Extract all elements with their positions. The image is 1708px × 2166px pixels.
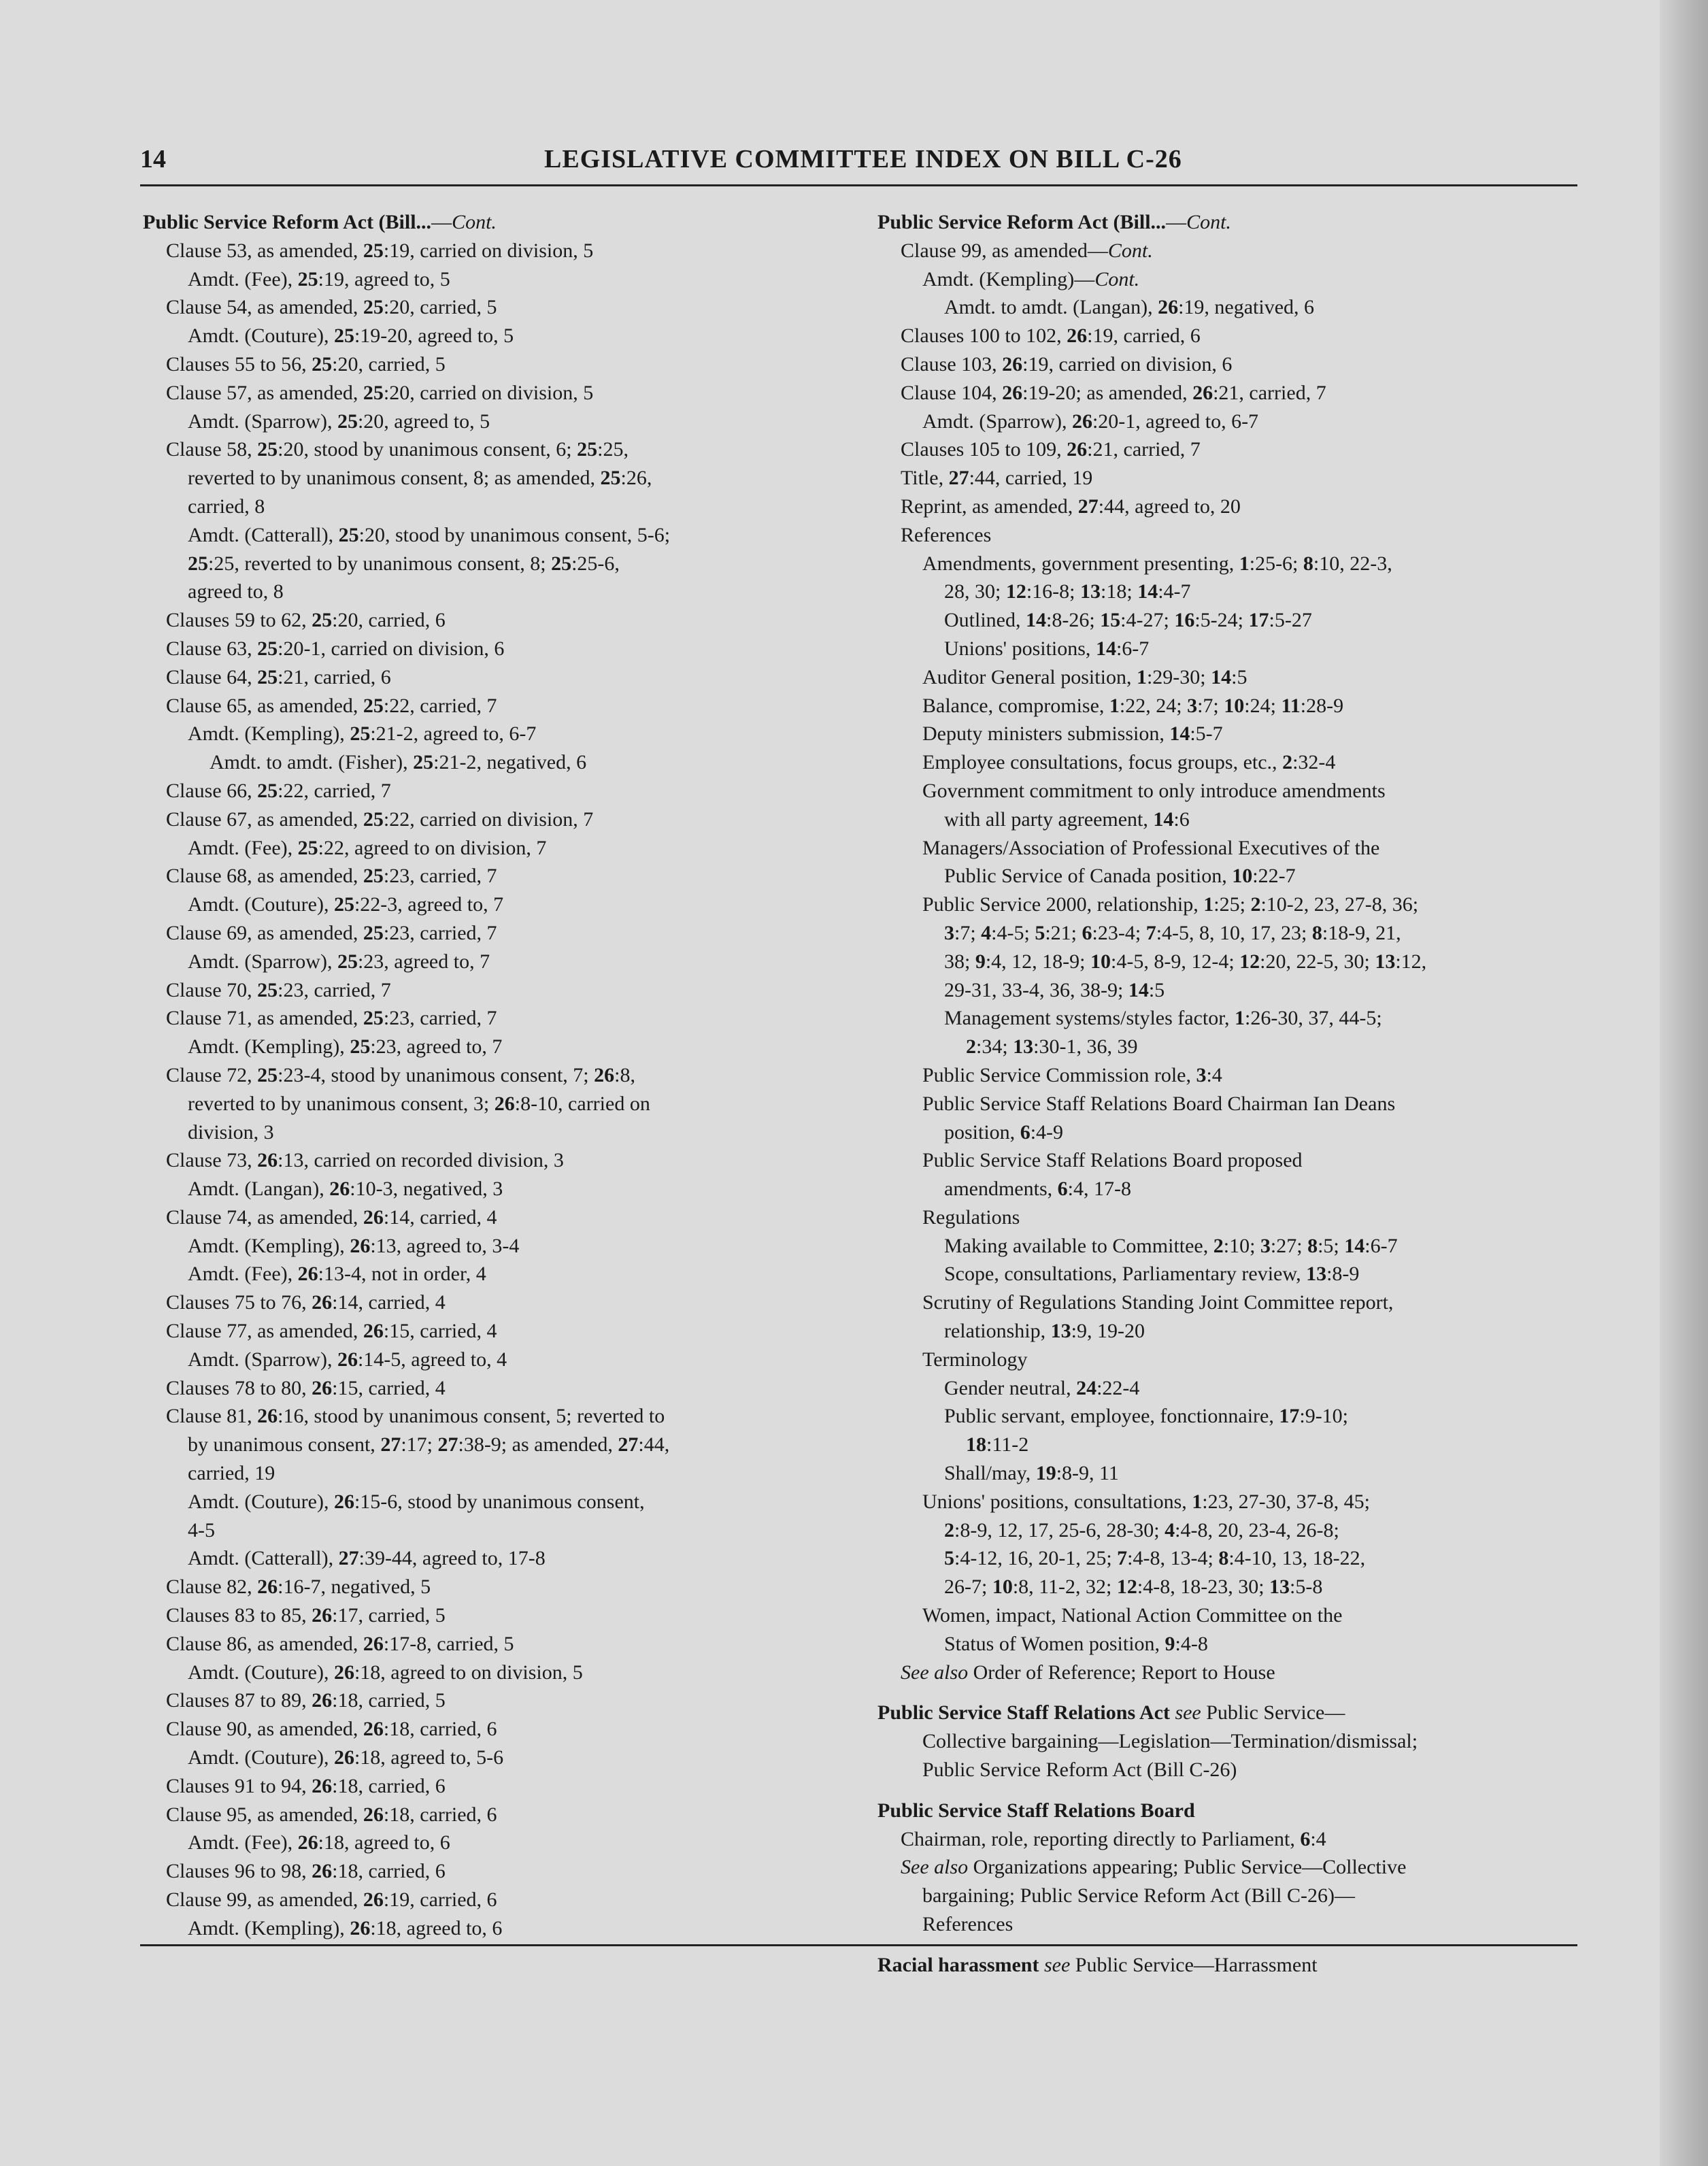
index-entry: with all party agreement, 14:6: [944, 807, 1190, 831]
index-entry: Amdt. (Fee), 25:22, agreed to on division, 7: [188, 836, 547, 859]
index-entry: Amdt. to amdt. (Langan), 26:19, negatived, 6: [944, 296, 1315, 319]
index-entry: Clause 54, as amended, 25:20, carried, 5: [166, 296, 497, 319]
index-entry: 2:8-9, 12, 17, 25-6, 28-30; 4:4-8, 20, 23-4, 26-8;: [944, 1518, 1339, 1542]
index-entry: reverted to by unanimous consent, 8; as amended, 25:26,: [188, 467, 652, 490]
index-entry: Public Service Staff Relations Board Chairman Ian Deans: [922, 1092, 1396, 1115]
index-entry: Clause 81, 26:16, stood by unanimous consent, 5; reverted to: [166, 1405, 665, 1428]
index-entry: Shall/may, 19:8-9, 11: [944, 1462, 1119, 1485]
index-entry: Clauses 78 to 80, 26:15, carried, 4: [166, 1376, 446, 1399]
index-entry: 4-5: [188, 1518, 215, 1542]
index-entry: Amdt. (Kempling), 26:18, agreed to, 6: [188, 1916, 503, 1939]
index-entry: Unions' positions, 14:6-7: [944, 637, 1150, 660]
index-entry: Amdt. (Couture), 25:22-3, agreed to, 7: [188, 893, 504, 916]
index-entry: Clause 70, 25:23, carried, 7: [166, 978, 391, 1001]
index-entry: Amdt. (Langan), 26:10-3, negatived, 3: [188, 1178, 503, 1201]
index-entry: 26-7; 10:8, 11-2, 32; 12:4-8, 18-23, 30; 13:5-8: [944, 1576, 1323, 1599]
index-entry: Auditor General position, 1:29-30; 14:5: [922, 665, 1247, 688]
index-entry: Clause 63, 25:20-1, carried on division, 6: [166, 637, 505, 660]
index-entry: Amdt. (Couture), 26:18, agreed to on division, 5: [188, 1661, 583, 1684]
index-entry: Clause 86, as amended, 26:17-8, carried, 5: [166, 1632, 514, 1655]
header-rule: [140, 184, 1577, 186]
index-heading: Public Service Staff Relations Board: [877, 1799, 1195, 1822]
index-entry: Clause 66, 25:22, carried, 7: [166, 779, 391, 802]
index-entry: Clause 68, as amended, 25:23, carried, 7: [166, 865, 497, 888]
index-entry: Clause 67, as amended, 25:22, carried on division, 7: [166, 807, 594, 831]
index-entry: Government commitment to only introduce amendments: [922, 779, 1386, 802]
index-entry: Amdt. (Sparrow), 26:14-5, agreed to, 4: [188, 1348, 507, 1371]
index-entry: Clause 95, as amended, 26:18, carried, 6: [166, 1803, 497, 1826]
index-entry: Scrutiny of Regulations Standing Joint Committee report,: [922, 1291, 1394, 1314]
index-entry: Amdt. (Couture), 26:15-6, stood by unanimous consent,: [188, 1490, 645, 1513]
index-entry: Clause 58, 25:20, stood by unanimous consent, 6; 25:25,: [166, 438, 629, 461]
index-entry: Women, impact, National Action Committee on the: [922, 1604, 1343, 1627]
index-entry: 38; 9:4, 12, 18-9; 10:4-5, 8-9, 12-4; 12:20, 22-5, 30; 13:12,: [944, 950, 1427, 973]
index-entry: Clause 64, 25:21, carried, 6: [166, 665, 391, 688]
index-entry: Clauses 100 to 102, 26:19, carried, 6: [901, 324, 1201, 348]
index-entry: Regulations: [922, 1205, 1020, 1229]
index-heading: Public Service Reform Act (Bill...—Cont.: [143, 211, 497, 233]
index-entry: Clauses 55 to 56, 25:20, carried, 5: [166, 352, 446, 376]
index-entry: Amdt. (Kempling), 26:13, agreed to, 3-4: [188, 1234, 520, 1257]
index-entry: reverted to by unanimous consent, 3; 26:8-10, carried on: [188, 1092, 650, 1115]
index-entry: Public servant, employee, fonctionnaire, 17:9-10;: [944, 1405, 1349, 1428]
index-entry: Amdt. (Sparrow), 26:20-1, agreed to, 6-7: [922, 410, 1259, 433]
index-entry: Clauses 91 to 94, 26:18, carried, 6: [166, 1774, 446, 1797]
index-entry: Clauses 96 to 98, 26:18, carried, 6: [166, 1860, 446, 1883]
index-entry: 2:34; 13:30-1, 36, 39: [966, 1035, 1138, 1059]
index-entry: Clauses 83 to 85, 26:17, carried, 5: [166, 1604, 446, 1627]
index-entry: See also Order of Reference; Report to House: [901, 1661, 1275, 1684]
index-entry: Clause 82, 26:16-7, negatived, 5: [166, 1576, 431, 1599]
index-entry: Terminology: [922, 1348, 1028, 1371]
index-entry: Amdt. to amdt. (Fisher), 25:21-2, negatived, 6: [210, 751, 587, 774]
index-entry: Employee consultations, focus groups, etc., 2:32-4: [922, 751, 1336, 774]
index-entry: Amdt. (Kempling), 25:23, agreed to, 7: [188, 1035, 503, 1059]
index-entry: Gender neutral, 24:22-4: [944, 1376, 1140, 1399]
index-entry: Clause 53, as amended, 25:19, carried on division, 5: [166, 239, 594, 262]
index-entry: carried, 19: [188, 1462, 275, 1485]
index-entry: Clauses 75 to 76, 26:14, carried, 4: [166, 1291, 446, 1314]
index-entry: Clause 103, 26:19, carried on division, 6: [901, 352, 1233, 376]
index-entry: Management systems/styles factor, 1:26-30, 37, 44-5;: [944, 1007, 1382, 1030]
index-entry: division, 3: [188, 1120, 274, 1144]
page-number: 14: [140, 145, 166, 173]
index-entry: Clause 90, as amended, 26:18, carried, 6: [166, 1718, 497, 1741]
index-heading: Public Service Reform Act (Bill...—Cont.: [877, 211, 1231, 233]
index-entry: Clause 71, as amended, 25:23, carried, 7: [166, 1007, 497, 1030]
index-entry: Amdt. (Fee), 25:19, agreed to, 5: [188, 267, 450, 290]
index-entry: Amdt. (Couture), 25:19-20, agreed to, 5: [188, 324, 514, 348]
index-entry: 18:11-2: [966, 1433, 1029, 1456]
index-entry: Unions' positions, consultations, 1:23, 27-30, 37-8, 45;: [922, 1490, 1370, 1513]
index-entry: References: [901, 523, 992, 546]
index-entry: Amdt. (Sparrow), 25:23, agreed to, 7: [188, 950, 490, 973]
index-heading: Racial harassment see Public Service—Harrassment: [877, 1953, 1318, 1976]
index-entry: bargaining; Public Service Reform Act (Bill C-26)—: [922, 1884, 1356, 1907]
index-entry: position, 6:4-9: [944, 1120, 1064, 1144]
index-entry: Public Service 2000, relationship, 1:25; 2:10-2, 23, 27-8, 36;: [922, 893, 1419, 916]
index-entry: Amdt. (Kempling)—Cont.: [922, 267, 1140, 290]
index-entry: Amdt. (Catterall), 27:39-44, agreed to, 17-8: [188, 1547, 546, 1570]
index-entry: Amdt. (Kempling), 25:21-2, agreed to, 6-7: [188, 722, 537, 746]
running-head: LEGISLATIVE COMMITTEE INDEX ON BILL C-26: [544, 145, 1182, 173]
index-entry: amendments, 6:4, 17-8: [944, 1178, 1131, 1201]
index-entry: Clause 69, as amended, 25:23, carried, 7: [166, 921, 497, 944]
index-entry: Amdt. (Sparrow), 25:20, agreed to, 5: [188, 410, 490, 433]
index-entry: carried, 8: [188, 495, 265, 518]
index-entry: Balance, compromise, 1:22, 24; 3:7; 10:24; 11:28-9: [922, 694, 1344, 717]
index-entry: Chairman, role, reporting directly to Parliament, 6:4: [901, 1827, 1326, 1850]
index-entry: Collective bargaining—Legislation—Termination/dismissal;: [922, 1730, 1418, 1753]
index-entry: 28, 30; 12:16-8; 13:18; 14:4-7: [944, 580, 1191, 603]
page-edge-shadow: [1660, 0, 1708, 2166]
index-entry: agreed to, 8: [188, 580, 284, 603]
index-entry: Clause 99, as amended—Cont.: [901, 239, 1153, 262]
index-entry: Clause 73, 26:13, carried on recorded division, 3: [166, 1149, 564, 1172]
index-entry: References: [922, 1913, 1014, 1936]
index-entry: 3:7; 4:4-5; 5:21; 6:23-4; 7:4-5, 8, 10, 17, 23; 8:18-9, 21,: [944, 921, 1401, 944]
index-entry: Outlined, 14:8-26; 15:4-27; 16:5-24; 17:5-27: [944, 609, 1312, 632]
index-entry: Amdt. (Fee), 26:13-4, not in order, 4: [188, 1263, 486, 1286]
index-entry: Amendments, government presenting, 1:25-6; 8:10, 22-3,: [922, 552, 1392, 575]
index-entry: Clause 57, as amended, 25:20, carried on division, 5: [166, 381, 594, 404]
index-entry: Amdt. (Couture), 26:18, agreed to, 5-6: [188, 1746, 504, 1769]
index-heading: Public Service Staff Relations Act see Public Service—: [877, 1701, 1345, 1725]
index-entry: by unanimous consent, 27:17; 27:38-9; as amended, 27:44,: [188, 1433, 670, 1456]
index-entry: Clause 77, as amended, 26:15, carried, 4: [166, 1320, 497, 1343]
index-entry: Clause 74, as amended, 26:14, carried, 4: [166, 1205, 497, 1229]
index-entry: Scope, consultations, Parliamentary review, 13:8-9: [944, 1263, 1360, 1286]
index-entry: Reprint, as amended, 27:44, agreed to, 20: [901, 495, 1241, 518]
index-entry: Clause 65, as amended, 25:22, carried, 7: [166, 694, 497, 717]
index-entry: Amdt. (Fee), 26:18, agreed to, 6: [188, 1831, 450, 1854]
index-entry: Clauses 105 to 109, 26:21, carried, 7: [901, 438, 1201, 461]
index-entry: Clause 72, 25:23-4, stood by unanimous consent, 7; 26:8,: [166, 1063, 635, 1086]
index-entry: Clauses 59 to 62, 25:20, carried, 6: [166, 609, 446, 632]
index-entry: Public Service Staff Relations Board proposed: [922, 1149, 1303, 1172]
index-entry: Title, 27:44, carried, 19: [901, 467, 1093, 490]
index-entry: Public Service Reform Act (Bill C-26): [922, 1759, 1237, 1782]
index-entry: Status of Women position, 9:4-8: [944, 1632, 1208, 1655]
index-entry: Deputy ministers submission, 14:5-7: [922, 722, 1223, 746]
footer-rule: [140, 1944, 1577, 1946]
index-column-right: [877, 208, 1585, 1980]
index-entry: Amdt. (Catterall), 25:20, stood by unanimous consent, 5-6;: [188, 523, 671, 546]
index-entry: Clauses 87 to 89, 26:18, carried, 5: [166, 1689, 446, 1712]
index-entry: relationship, 13:9, 19-20: [944, 1320, 1145, 1343]
index-entry: Public Service Commission role, 3:4: [922, 1063, 1222, 1086]
index-entry: Clause 104, 26:19-20; as amended, 26:21, carried, 7: [901, 381, 1326, 404]
index-entry: 5:4-12, 16, 20-1, 25; 7:4-8, 13-4; 8:4-10, 13, 18-22,: [944, 1547, 1366, 1570]
index-entry: See also Organizations appearing; Public Service—Collective: [901, 1856, 1407, 1879]
index-entry: 25:25, reverted to by unanimous consent, 8; 25:25-6,: [188, 552, 620, 575]
index-entry: Public Service of Canada position, 10:22-7: [944, 865, 1296, 888]
index-entry: Managers/Association of Professional Executives of the: [922, 836, 1380, 859]
index-entry: Making available to Committee, 2:10; 3:27; 8:5; 14:6-7: [944, 1234, 1398, 1257]
index-column-left: [143, 208, 823, 1943]
index-entry: Clause 99, as amended, 26:19, carried, 6: [166, 1888, 497, 1912]
index-entry: 29-31, 33-4, 36, 38-9; 14:5: [944, 978, 1165, 1001]
